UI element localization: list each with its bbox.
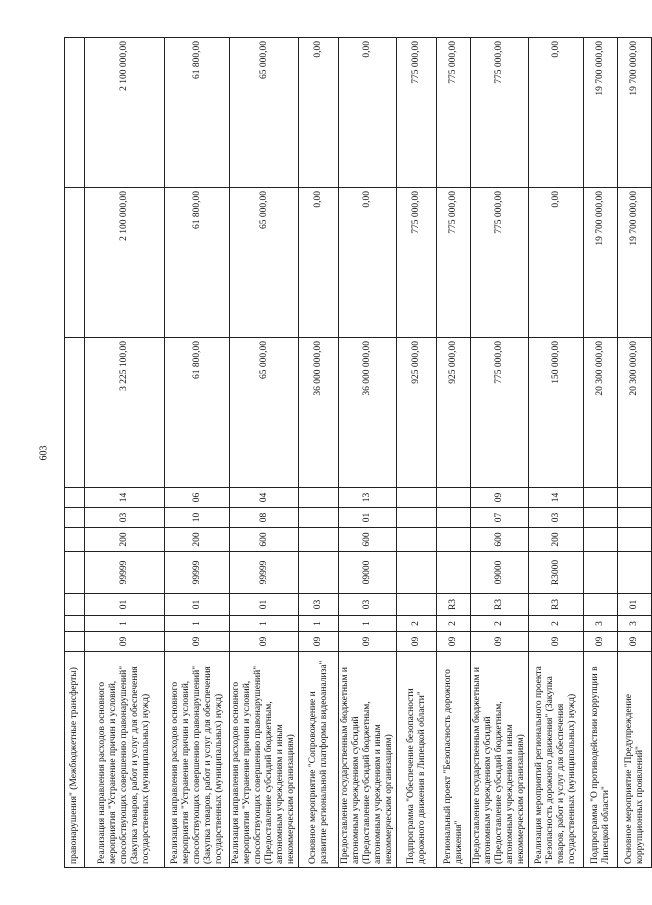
cell-c2: 3 — [584, 616, 618, 632]
table-row — [618, 38, 652, 868]
cell-v2: 775 000,00 — [471, 188, 529, 338]
cell-c7 — [299, 488, 339, 508]
cell-c6: 07 — [471, 508, 529, 528]
cell-c5 — [584, 528, 618, 552]
cell-c7 — [437, 488, 471, 508]
cell-c2: 2 — [471, 616, 529, 632]
table-row — [529, 38, 584, 868]
cell-v2: 2 100 000,00 — [85, 188, 165, 338]
table-row — [339, 38, 397, 868]
cell-name: Реализация направления расходов основного мероприятия "Устранение причин и условий, способствующих совершению правонарушений" (Закупка товаров, работ и услуг для обеспечения государственных (муниципальных) нужд) — [85, 652, 165, 868]
cell-c1: 09 — [339, 632, 397, 652]
cell-c2: 1 — [165, 616, 230, 632]
cell-v3: 0,00 — [299, 38, 339, 188]
cell-c2: 2 — [529, 616, 584, 632]
cell-v1: 65 000,00 — [230, 338, 299, 488]
cell-c3: 03 — [299, 594, 339, 616]
cell-c6: 10 — [165, 508, 230, 528]
cell-v2: 19 700 000,00 — [584, 188, 618, 338]
cell-c7: 09 — [471, 488, 529, 508]
cell-c5 — [437, 528, 471, 552]
cell-c5: 200 — [85, 528, 165, 552]
cell-v1: 36 000 000,00 — [299, 338, 339, 488]
cell-v1: 36 000 000,00 — [339, 338, 397, 488]
cell-c6 — [397, 508, 437, 528]
cell-c2: 3 — [618, 616, 652, 632]
cell-name: Подпрограмма "О противодействии коррупции в Липецкой области" — [584, 652, 618, 868]
cell-c5: 600 — [230, 528, 299, 552]
cell-v3: 775 000,00 — [471, 38, 529, 188]
cell-v3: 2 100 000,00 — [85, 38, 165, 188]
cell-v3 — [65, 38, 85, 188]
cell-c3: 01 — [618, 594, 652, 616]
cell-v1: 150 000,00 — [529, 338, 584, 488]
cell-v2: 61 800,00 — [165, 188, 230, 338]
cell-c5 — [397, 528, 437, 552]
cell-c5 — [65, 528, 85, 552]
cell-c1: 09 — [618, 632, 652, 652]
cell-v2: 19 700 000,00 — [618, 188, 652, 338]
cell-v3: 775 000,00 — [397, 38, 437, 188]
cell-c2 — [65, 616, 85, 632]
cell-c2: 1 — [339, 616, 397, 632]
cell-c5: 600 — [471, 528, 529, 552]
cell-c6: 03 — [85, 508, 165, 528]
cell-v2: 0,00 — [299, 188, 339, 338]
cell-c6 — [437, 508, 471, 528]
cell-c2: 1 — [85, 616, 165, 632]
cell-c1: 09 — [165, 632, 230, 652]
budget-table — [64, 37, 652, 868]
cell-v1: 20 300 000,00 — [618, 338, 652, 488]
cell-c1: 09 — [529, 632, 584, 652]
table-row — [584, 38, 618, 868]
cell-c1: 09 — [230, 632, 299, 652]
cell-c6: 03 — [529, 508, 584, 528]
cell-name: Реализация направления расходов основного мероприятия "Устранение причин и условий, способствующих совершению правонарушений" (Закупка товаров, работ и услуг для обеспечения государственных (муниципальных) нужд) — [165, 652, 230, 868]
cell-v2 — [65, 188, 85, 338]
cell-c7 — [584, 488, 618, 508]
cell-c4: 09000 — [471, 552, 529, 594]
cell-c4: 99999 — [165, 552, 230, 594]
cell-c3: 03 — [339, 594, 397, 616]
cell-c5: 200 — [165, 528, 230, 552]
cell-v2: 775 000,00 — [397, 188, 437, 338]
cell-c5: 200 — [529, 528, 584, 552]
cell-c7: 04 — [230, 488, 299, 508]
cell-c1: 09 — [299, 632, 339, 652]
cell-c5 — [299, 528, 339, 552]
cell-c4 — [397, 552, 437, 594]
cell-c7: 14 — [85, 488, 165, 508]
cell-name: Региональный проект "Безопасность дорожного движения" — [437, 652, 471, 868]
cell-c7: 13 — [339, 488, 397, 508]
cell-v1: 925 000,00 — [437, 338, 471, 488]
cell-c3: 01 — [165, 594, 230, 616]
table-body — [65, 38, 652, 868]
table-row — [85, 38, 165, 868]
cell-v3: 19 700 000,00 — [618, 38, 652, 188]
cell-v1 — [65, 338, 85, 488]
cell-c7 — [397, 488, 437, 508]
table-row — [471, 38, 529, 868]
cell-v2: 65 000,00 — [230, 188, 299, 338]
cell-c3 — [584, 594, 618, 616]
cell-c2: 2 — [397, 616, 437, 632]
cell-name: Основное мероприятие "Сопровождение и развитие региональной платформы видеоанализа" — [299, 652, 339, 868]
cell-v1: 775 000,00 — [471, 338, 529, 488]
cell-c5: 600 — [339, 528, 397, 552]
cell-c1 — [65, 632, 85, 652]
cell-v2: 0,00 — [529, 188, 584, 338]
cell-v3: 19 700 000,00 — [584, 38, 618, 188]
table-row — [437, 38, 471, 868]
cell-c4: 99999 — [230, 552, 299, 594]
cell-c3 — [397, 594, 437, 616]
cell-c1: 09 — [584, 632, 618, 652]
cell-c1: 09 — [397, 632, 437, 652]
cell-v1: 20 300 000,00 — [584, 338, 618, 488]
cell-c3 — [65, 594, 85, 616]
cell-c4 — [618, 552, 652, 594]
cell-c6 — [584, 508, 618, 528]
table-row — [299, 38, 339, 868]
cell-c3: R3 — [529, 594, 584, 616]
cell-name: правонарушения" (Межбюджетные трансферты) — [65, 652, 85, 868]
cell-name: Подпрограмма "Обеспечение безопасности дорожного движения в Липецкой области" — [397, 652, 437, 868]
cell-c1: 09 — [437, 632, 471, 652]
cell-c6 — [299, 508, 339, 528]
cell-name: Предоставление государственным бюджетным и автономным учреждениям субсидий (Предоставление субсидий бюджетным, автономным учреждениям и иным некоммерческим организациям) — [471, 652, 529, 868]
cell-v3: 775 000,00 — [437, 38, 471, 188]
cell-v1: 3 225 100,00 — [85, 338, 165, 488]
cell-c6 — [65, 508, 85, 528]
cell-name: Реализация направления расходов основного мероприятия "Устранение причин и условий, способствующих совершению правонарушений" (Предоставление субсидий бюджетным, автономным учреждениям и иным некоммерческим организациям) — [230, 652, 299, 868]
cell-c5 — [618, 528, 652, 552]
table-row — [65, 38, 85, 868]
cell-c2: 1 — [230, 616, 299, 632]
cell-c6 — [618, 508, 652, 528]
cell-c4 — [437, 552, 471, 594]
cell-c3: 01 — [230, 594, 299, 616]
cell-c6: 01 — [339, 508, 397, 528]
cell-c1: 09 — [85, 632, 165, 652]
table-row — [397, 38, 437, 868]
cell-c4 — [584, 552, 618, 594]
table-row — [230, 38, 299, 868]
cell-v3: 0,00 — [339, 38, 397, 188]
cell-v3: 65 000,00 — [230, 38, 299, 188]
cell-c4: 99999 — [85, 552, 165, 594]
cell-c7 — [618, 488, 652, 508]
cell-name: Реализация мероприятий регионального проекта "Безопасность дорожного движения" (Закупка товаров, работ и услуг для обеспечения государственных (муниципальных) нужд) — [529, 652, 584, 868]
cell-c1: 09 — [471, 632, 529, 652]
cell-c6: 08 — [230, 508, 299, 528]
cell-c4 — [65, 552, 85, 594]
cell-c4: 09000 — [339, 552, 397, 594]
cell-c7: 14 — [529, 488, 584, 508]
cell-c3: R3 — [437, 594, 471, 616]
cell-c3: 01 — [85, 594, 165, 616]
cell-v3: 0,00 — [529, 38, 584, 188]
table-row — [165, 38, 230, 868]
cell-v1: 925 000,00 — [397, 338, 437, 488]
cell-name: Основное мероприятие "Предупреждение коррупционных проявлений" — [618, 652, 652, 868]
cell-v1: 61 800,00 — [165, 338, 230, 488]
cell-v3: 61 800,00 — [165, 38, 230, 188]
cell-c4 — [299, 552, 339, 594]
cell-name: Предоставление государственным бюджетным и автономным учреждениям субсидий (Предоставление субсидий бюджетным, автономным учреждениям и иным некоммерческим организациям) — [339, 652, 397, 868]
rotated-table-container — [64, 38, 645, 868]
cell-c2: 2 — [437, 616, 471, 632]
cell-c4: R3000 — [529, 552, 584, 594]
cell-v2: 775 000,00 — [437, 188, 471, 338]
cell-c2: 1 — [299, 616, 339, 632]
cell-c7 — [65, 488, 85, 508]
cell-c7: 06 — [165, 488, 230, 508]
cell-v2: 0,00 — [339, 188, 397, 338]
cell-c3: R3 — [471, 594, 529, 616]
page-number: 603 — [38, 445, 50, 461]
